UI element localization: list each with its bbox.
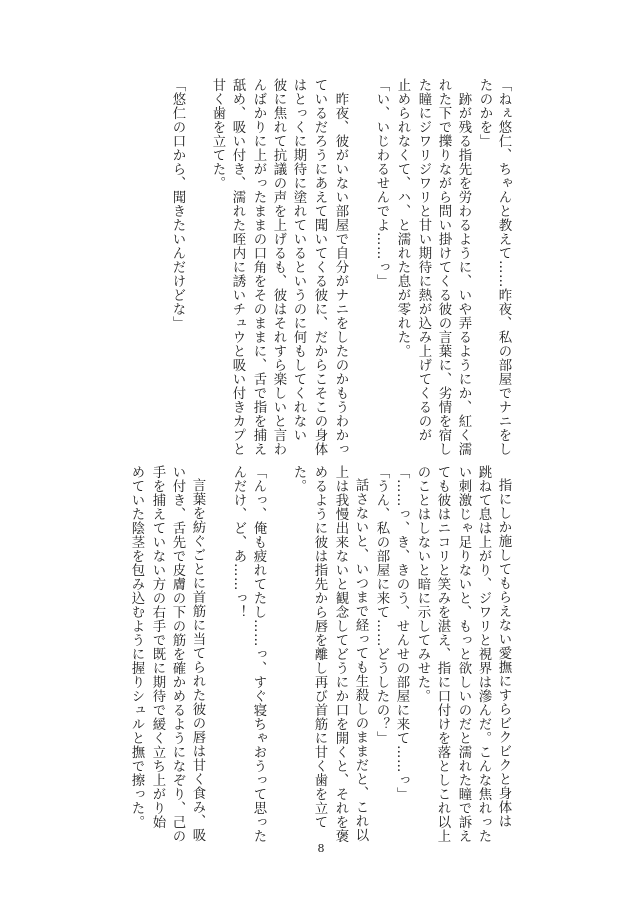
text-line: た瞳にジワリジワリと甘い期待に熱が込み上げてくるのが [416, 78, 431, 442]
text-line: 指にしか施してもらえない愛撫にすらビクビクと身体は [496, 478, 511, 828]
text-line: 跳ねて息は上がり、ジワリと視界は滲んだ。こんな焦れった [476, 465, 491, 843]
text-line: 跡が残る指先を労わるように、いや弄るようにか、紅く濡 [456, 92, 471, 456]
text-line: んばかりに上がったままの口角をそのままに、舌で指を捕え [251, 78, 266, 456]
text-line: 話さないと、いつまで経っても生殺しのままだと、これ以 [353, 478, 368, 842]
text-line: 止められなくて、ハ、と濡れた息が零れた。 [395, 78, 410, 358]
text-line: 舐め、吸い付き、濡れた咥内に誘いチュウと吸い付きカプと [230, 78, 245, 456]
text-line: ているだろうにあえて聞いてくる彼に、だからこそこの身体 [312, 78, 327, 456]
text-line: んだけ、ど、あ……っ！ [231, 465, 246, 619]
text-line: 「ねぇ悠仁、ちゃんと教えて……昨夜、私の部屋でナニをし [496, 78, 511, 456]
text-line: 「悠仁の口から、聞きたいんだけどな」 [170, 78, 185, 330]
text-line: はとっくに期待に塗れているというのに何もしてくれない [291, 78, 306, 442]
text-line: 「い、いじわるせんでよ……っ」 [374, 78, 389, 288]
text-line: た。 [291, 465, 306, 493]
text-line: い刺激じゃ足りないと、もっと欲しいのだと濡れた瞳で訴え [456, 465, 471, 843]
text-line: 「んっ、俺も疲れてたし……っ、すぐ寝ちゃおうって思った [251, 465, 266, 843]
text-line: 「うん、私の部屋に来て……どうしたの？」 [374, 465, 389, 745]
text-line: れた下で擽りながら問い掛けてくる彼の言葉に、劣情を宿し [436, 78, 451, 456]
text-line: 彼に焦れて抗議の声を上げるも、彼はそれすら楽しいと言わ [271, 78, 286, 456]
text-line: 手を捕えていない方の右手で既に期待で緩く立ち上がり始 [150, 465, 165, 829]
text-line: 甘く歯を立てた。 [210, 78, 225, 190]
text-line: 「……っ、き、きのう、せんせの部屋に来て……っ」 [394, 465, 409, 801]
text-line: ても彼はニコリと笑みを湛え、指に口付けを落としこれ以上 [435, 465, 450, 843]
page-number: 8 [317, 842, 325, 855]
text-line: たのかを」 [477, 78, 492, 148]
text-line: めていた陰茎を包み込むように握りシュルと撫で擦った。 [129, 465, 144, 829]
text-line: のことはしないと暗に示してみせた。 [415, 465, 430, 703]
text-line: 言葉を紡ぐごとに首筋に当てられた彼の唇は甘く食み、吸 [190, 478, 205, 842]
text-line: 昨夜、彼がいない部屋で自分がナニをしたのかもうわかっ [333, 92, 348, 456]
text-line: めるように彼は指先から唇を離し再び首筋に甘く歯を立て [312, 465, 327, 829]
text-line: 上は我慢出来ないと観念してどうにか口を開くと、それを褒 [333, 465, 348, 843]
text-line: い付き、舌先で皮膚の下の筋を確かめるようになぞり、己の [170, 465, 185, 843]
